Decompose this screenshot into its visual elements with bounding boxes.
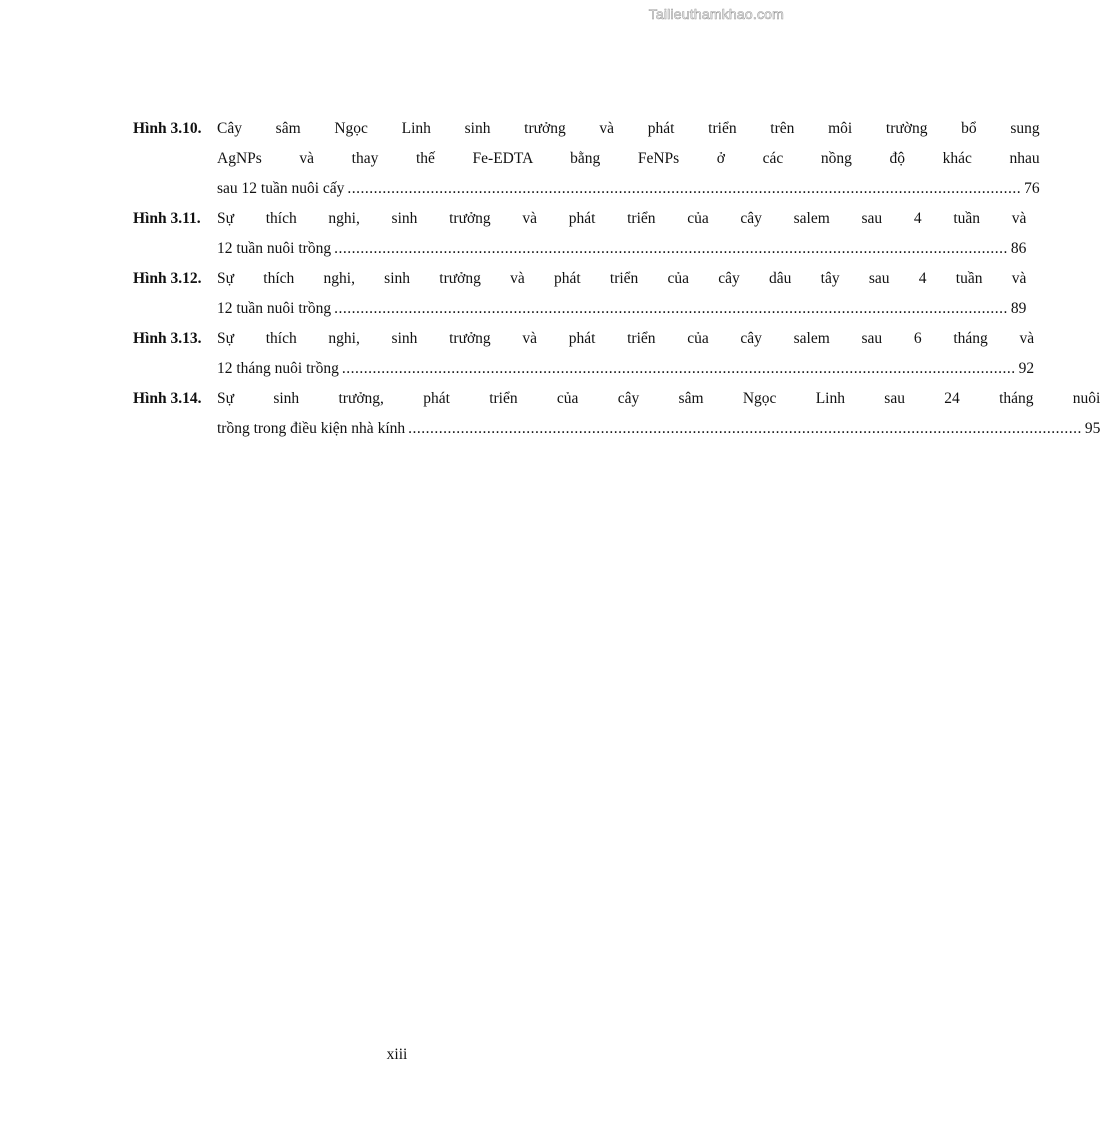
caption-line: Sự sinh trưởng, phát triển của cây sâm Ngọc Linh sau 24 tháng nuôi xyxy=(217,390,1100,407)
caption-line: Sự thích nghi, sinh trưởng và phát triển của cây salem sau 6 tháng và xyxy=(217,330,1035,347)
figure-caption xyxy=(217,384,1100,444)
watermark-text: Tailieuthamkhao.com xyxy=(648,6,784,22)
caption-line: sau 12 tuần nuôi cấy xyxy=(217,180,345,197)
list-item xyxy=(133,384,1100,444)
caption-last-line xyxy=(217,354,1034,384)
figure-label: Hình 3.11. xyxy=(133,210,201,227)
footer-page-number: xiii xyxy=(386,1046,408,1063)
caption-last-line xyxy=(217,414,1100,444)
caption-last-line xyxy=(217,294,1026,324)
caption-line: Sự thích nghi, sinh trưởng và phát triển của cây dâu tây sau 4 tuần và xyxy=(217,270,1027,287)
list-item xyxy=(133,264,1027,324)
dot-leader: .......................................................................................................................................................... xyxy=(334,300,1008,317)
page-number: 86 xyxy=(1010,240,1027,257)
figure-label: Hình 3.10. xyxy=(133,120,202,137)
page-number: 76 xyxy=(1024,180,1040,197)
caption-line: 12 tuần nuôi trồng xyxy=(217,300,332,317)
caption-line: Sự thích nghi, sinh trưởng và phát triển của cây salem sau 4 tuần và xyxy=(217,210,1027,227)
caption-last-line xyxy=(217,174,1040,204)
figure-caption xyxy=(217,204,1026,264)
caption-line: Cây sâm Ngọc Linh sinh trưởng và phát triển trên môi trường bổ sung xyxy=(217,120,1040,137)
dot-leader: .......................................................................................................................................................... xyxy=(408,420,1082,437)
caption-line: 12 tuần nuôi trồng xyxy=(217,240,332,257)
list-item xyxy=(133,114,1040,204)
figure-label: Hình 3.13. xyxy=(133,330,202,347)
caption-line: AgNPs và thay thế Fe-EDTA bằng FeNPs ở các nồng độ khác nhau xyxy=(217,150,1040,167)
page-number: 95 xyxy=(1084,420,1100,437)
figure-caption xyxy=(217,114,1040,204)
list-item xyxy=(133,204,1027,264)
page-number: 89 xyxy=(1010,300,1027,317)
figure-caption xyxy=(217,324,1034,384)
caption-last-line xyxy=(217,234,1026,264)
figure-label: Hình 3.14. xyxy=(133,390,202,407)
page-number: 92 xyxy=(1018,360,1035,377)
list-item xyxy=(133,324,1035,384)
figure-label: Hình 3.12. xyxy=(133,270,202,287)
dot-leader: .......................................................................................................................................................... xyxy=(341,360,1016,377)
caption-line: trồng trong điều kiện nhà kính xyxy=(217,420,406,437)
figure-list xyxy=(133,114,1100,444)
caption-line: 12 tháng nuôi trồng xyxy=(217,360,339,377)
dot-leader: .......................................................................................................................................................... xyxy=(347,180,1022,197)
dot-leader: .......................................................................................................................................................... xyxy=(334,240,1008,257)
figure-caption xyxy=(217,264,1026,324)
